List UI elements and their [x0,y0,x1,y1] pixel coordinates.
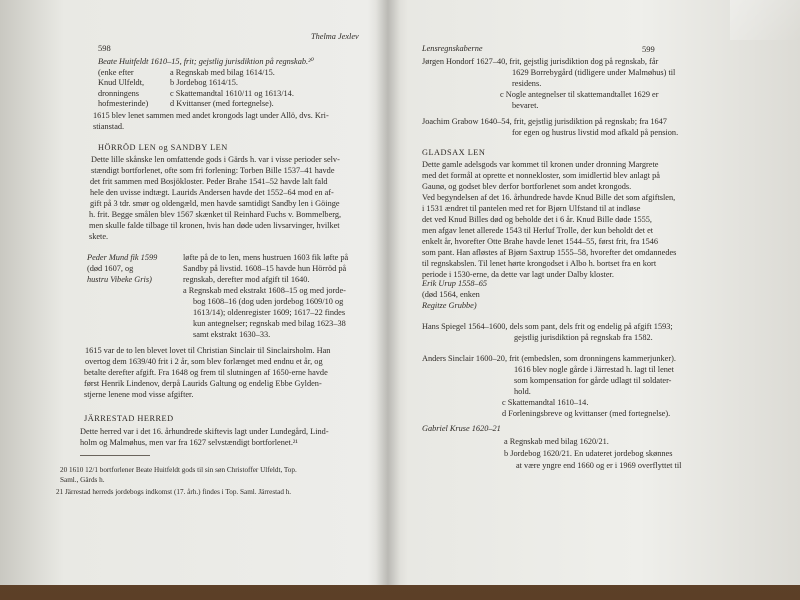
body-line: stianstad. [93,122,125,131]
entry-note: hofmesterinde) [98,99,149,108]
body-line: som pant. Han afløstes af Bjørn Saxtrup 1555–58, hvorefter det omdannedes [422,248,677,257]
archive-item: bevaret. [512,101,539,110]
body-line: Ved begyndelsen af det 16. århundrede havde Knud Bille det som afgiftslen, [422,193,676,202]
archive-item: b Jordebog 1614/15. [170,78,238,87]
body-line: hele den uvisse indtægt. Laurids Andersen havde det 1552–64 mod en af- [90,188,334,197]
body-line: Dette lille skånske len omfattende gods i Gärds h. var i visse perioder selv- [91,155,340,164]
entry-line: Joachim Grabow 1640–54, frit, gejstlig jurisdiktion på regnskab; fra 1647 [422,117,667,126]
footnote-rule [80,455,150,456]
archive-item: bog 1608–16 (dog uden jordebog 1609/10 og [193,297,344,306]
entry-note: (død 1607, og [87,264,134,273]
body-line: h. frit. Begge smålen blev 1567 skænket til Reinhard Fuchs v. Bommelberg, [89,210,342,219]
entry-line: Jørgen Hondorf 1627–40, frit, gejstlig jurisdiktion dog på regnskab, får [422,57,659,66]
entry-note: Regitze Grubbe) [422,301,477,310]
archive-item: d Forleningsbreve og kvittanser (med fortegnelse). [502,409,671,418]
footnote: Saml., Gärds h. [60,476,105,484]
body-line: enkelt år, hvorefter Otte Brahe havde lenet 1544–55, først frit, fra 1546 [422,237,659,246]
body-line: overtog dem 1639/40 frit i 2 år, som blev forlænget med endnu et år, og [85,357,323,366]
right-page [388,0,800,585]
body-line: regnskab, derefter mod afgift til 1640. [183,275,310,284]
running-head: Thelma Jexlev [311,32,359,41]
body-line: 1629 Borrebygård (tidligere under Malmøhus) til [512,68,676,77]
entry-name: Beate Huitfeldt 1610–15, frit; gejstlig jurisdiktion på regnskab.²⁰ [98,57,314,66]
body-line: gift på 3 tdr. smør og oldengæld, men havde samtidigt Sandby len i Göinge [90,199,340,208]
archive-item: c Skattemandtal 1610/11 og 1613/14. [170,89,294,98]
entry-note: Knud Ulfeldt, [98,78,145,87]
book-gutter [376,0,400,585]
entry-note: dronningens [98,89,140,98]
light-glare [730,0,800,40]
body-line: til regnskabslen. Til lenet hørte krongodset i Albo h. bortset fra en kort [422,259,657,268]
body-line: det ved Knud Billes død og beholde det i 6 år. Knud Bille døde 1555, [422,215,652,224]
body-line: med det formål at oprette et nonnekloster, som imidlertid blev anlagt på [422,171,660,180]
footnote: 21 Järrestad herreds jordebogs indkomst (17. årh.) findes i Top. Saml. Järrestad h. [56,488,292,496]
body-line: det frit sammen med Bosjökloster. Peder Brahe 1541–52 havde lalt fald [90,177,328,186]
body-line: skete. [89,232,109,241]
body-line: løfte på de to len, mens hustruen 1603 fik løfte på [183,253,349,262]
body-line: periode i 1530-erne, da dette var lagt under Dalby kloster. [422,270,614,279]
body-line: 1616 blev nogle gårde i Järrestad h. lagt til lenet [514,365,674,374]
running-head: Lensregnskaberne [422,44,483,53]
body-line: 1615 var de to len blevet lovet til Christian Sinclair til Sinclairsholm. Han [85,346,331,355]
body-line: i 1531 ændret til pantelen med ret for Bjørn Ulfstand til at indløse [422,204,641,213]
archive-item: b Jordebog 1620/21. En udateret jordebog skønnes [504,449,673,458]
archive-item: kun antegnelser; regnskab med bilag 1623–38 [193,319,346,328]
body-line: for egen og hustrus livstid mod afkald på pension. [512,128,679,137]
body-line: Sandby på livstid. 1608–15 havde hun Hörröd på [183,264,347,273]
body-line: stjerne lenene mod visse afgifter. [84,390,194,399]
archive-item: d Kvittanser (med fortegnelse). [170,99,274,108]
body-line: stændigt bortforlenet, ofte som fri forlening: Torben Bille 1537–41 havde [91,166,335,175]
body-line: først Henrik Lindenov, derpå Laurids Galtung og endelig Ebbe Gylden- [84,379,322,388]
body-line: holm og Malmøhus, men var fra 1627 selvstændigt bortforlenet.²¹ [80,438,298,447]
archive-item: c Nogle antegnelser til skattemandtallet 1629 er [500,90,659,99]
archive-item: samt ekstrakt 1630–33. [193,330,271,339]
entry-note: (enke efter [98,68,134,77]
entry-note: (død 1564, enken [422,290,480,299]
entry-name: Gabriel Kruse 1620–21 [422,424,501,433]
archive-item: at være yngre end 1660 og er i 1969 overflyttet til [516,461,682,470]
entry-note: hustru Vibeke Gris) [87,275,152,284]
page-number: 598 [98,43,111,53]
body-line: som kompensation for gårde udlagt til soldater- [514,376,672,385]
left-page [0,0,388,585]
body-line: men skulle falde tilbage til kronen, hvis han døde uden livsarvinger, hvilket [89,221,340,230]
page-number: 599 [642,44,655,54]
section-heading: JÄRRESTAD HERRED [84,414,174,423]
body-line: hold. [514,387,531,396]
entry-line: Anders Sinclair 1600–20, frit (embedslen, som dronningens kammerjunker). [422,354,676,363]
body-line: Dette herred var i det 16. århundrede skiftevis lagt under Lundegård, Lind- [80,427,329,436]
body-line: men afgav lenet allerede 1543 til Herluf Trolle, der kun beholdt det et [422,226,654,235]
archive-item: c Skattemandtal 1610–14. [502,398,589,407]
body-line: 1615 blev lenet sammen med andet krongods lagt under Allö, dvs. Kri- [93,111,329,120]
section-heading: GLADSAX LEN [422,148,486,157]
archive-item: 1613/14); oldenregister 1609; 1617–22 findes [193,308,346,317]
archive-item: a Regnskab med ekstrakt 1608–15 og med jorde- [183,286,346,295]
entry-line: Hans Spiegel 1564–1600, dels som pant, dels frit og endelig på afgift 1593; [422,322,673,331]
archive-item: a Regnskab med bilag 1614/15. [170,68,275,77]
entry-name: Peder Mund fik 1599 [87,253,158,262]
body-line: Gaunø, og godset blev derfor bortforlenet som andet krongods. [422,182,632,191]
body-line: Dette gamle adelsgods var kommet til kronen under dronning Margrete [422,160,659,169]
footnote: 20 1610 12/1 bortforlener Beate Huitfeldt gods til sin søn Christoffer Ulfeldt, Top. [60,466,297,474]
section-heading: HÖRRÖD LEN og SANDBY LEN [98,143,228,152]
entry-name: Erik Urup 1558–65 [422,279,487,288]
body-line: residens. [512,79,542,88]
archive-item: a Regnskab med bilag 1620/21. [504,437,609,446]
body-line: gejstlig jurisdiktion på regnskab fra 1582. [514,333,653,342]
body-line: betalte derefter afgift. Fra 1648 og frem til slutningen af 1650-erne havde [84,368,328,377]
